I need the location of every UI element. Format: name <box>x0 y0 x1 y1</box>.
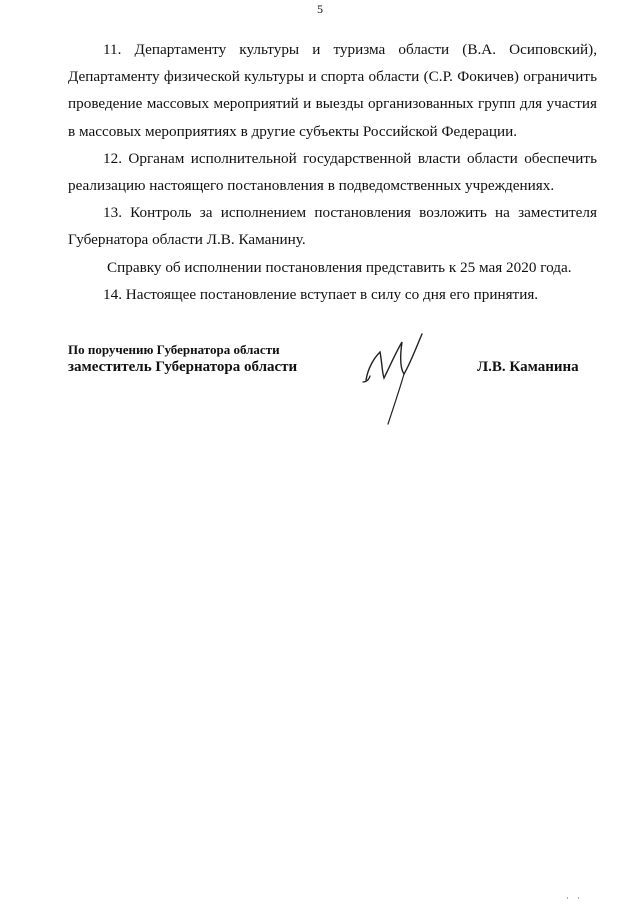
paragraph-report-note: Справку об исполнении постановления представить к 25 мая 2020 года. <box>107 258 572 276</box>
paragraph-13: 13. Контроль за исполнением постановления возложить на заместителя Губернатора области Л.В. Каманину. <box>68 204 597 249</box>
handwritten-signature <box>360 328 432 428</box>
document-body <box>68 36 597 308</box>
paragraph-12: 12. Органам исполнительной государственной власти области обеспечить реализацию настоящего постановления в подведомственных учреждениях. <box>68 149 597 195</box>
signatory-name: Л.В. Каманина <box>477 359 579 375</box>
signature-authority-line: По поручению Губернатора области <box>68 342 280 357</box>
paragraph-11: 11. Департаменту культуры и туризма области (В.А. Осиповский), Департаменту физической культуры и спорта области (С.Р. Фокичев) ограничить проведение массовых мероприятий и выезды организованных групп для участия в массовых мероприятиях в другие субъекты Российской Федерации. <box>68 41 597 140</box>
scan-artifact: ·· <box>566 893 588 903</box>
signature-position-line: заместитель Губернатора области <box>68 359 298 375</box>
page-number: 5 <box>317 2 323 16</box>
paragraph-14: 14. Настоящее постановление вступает в силу со дня его принятия. <box>103 285 539 303</box>
